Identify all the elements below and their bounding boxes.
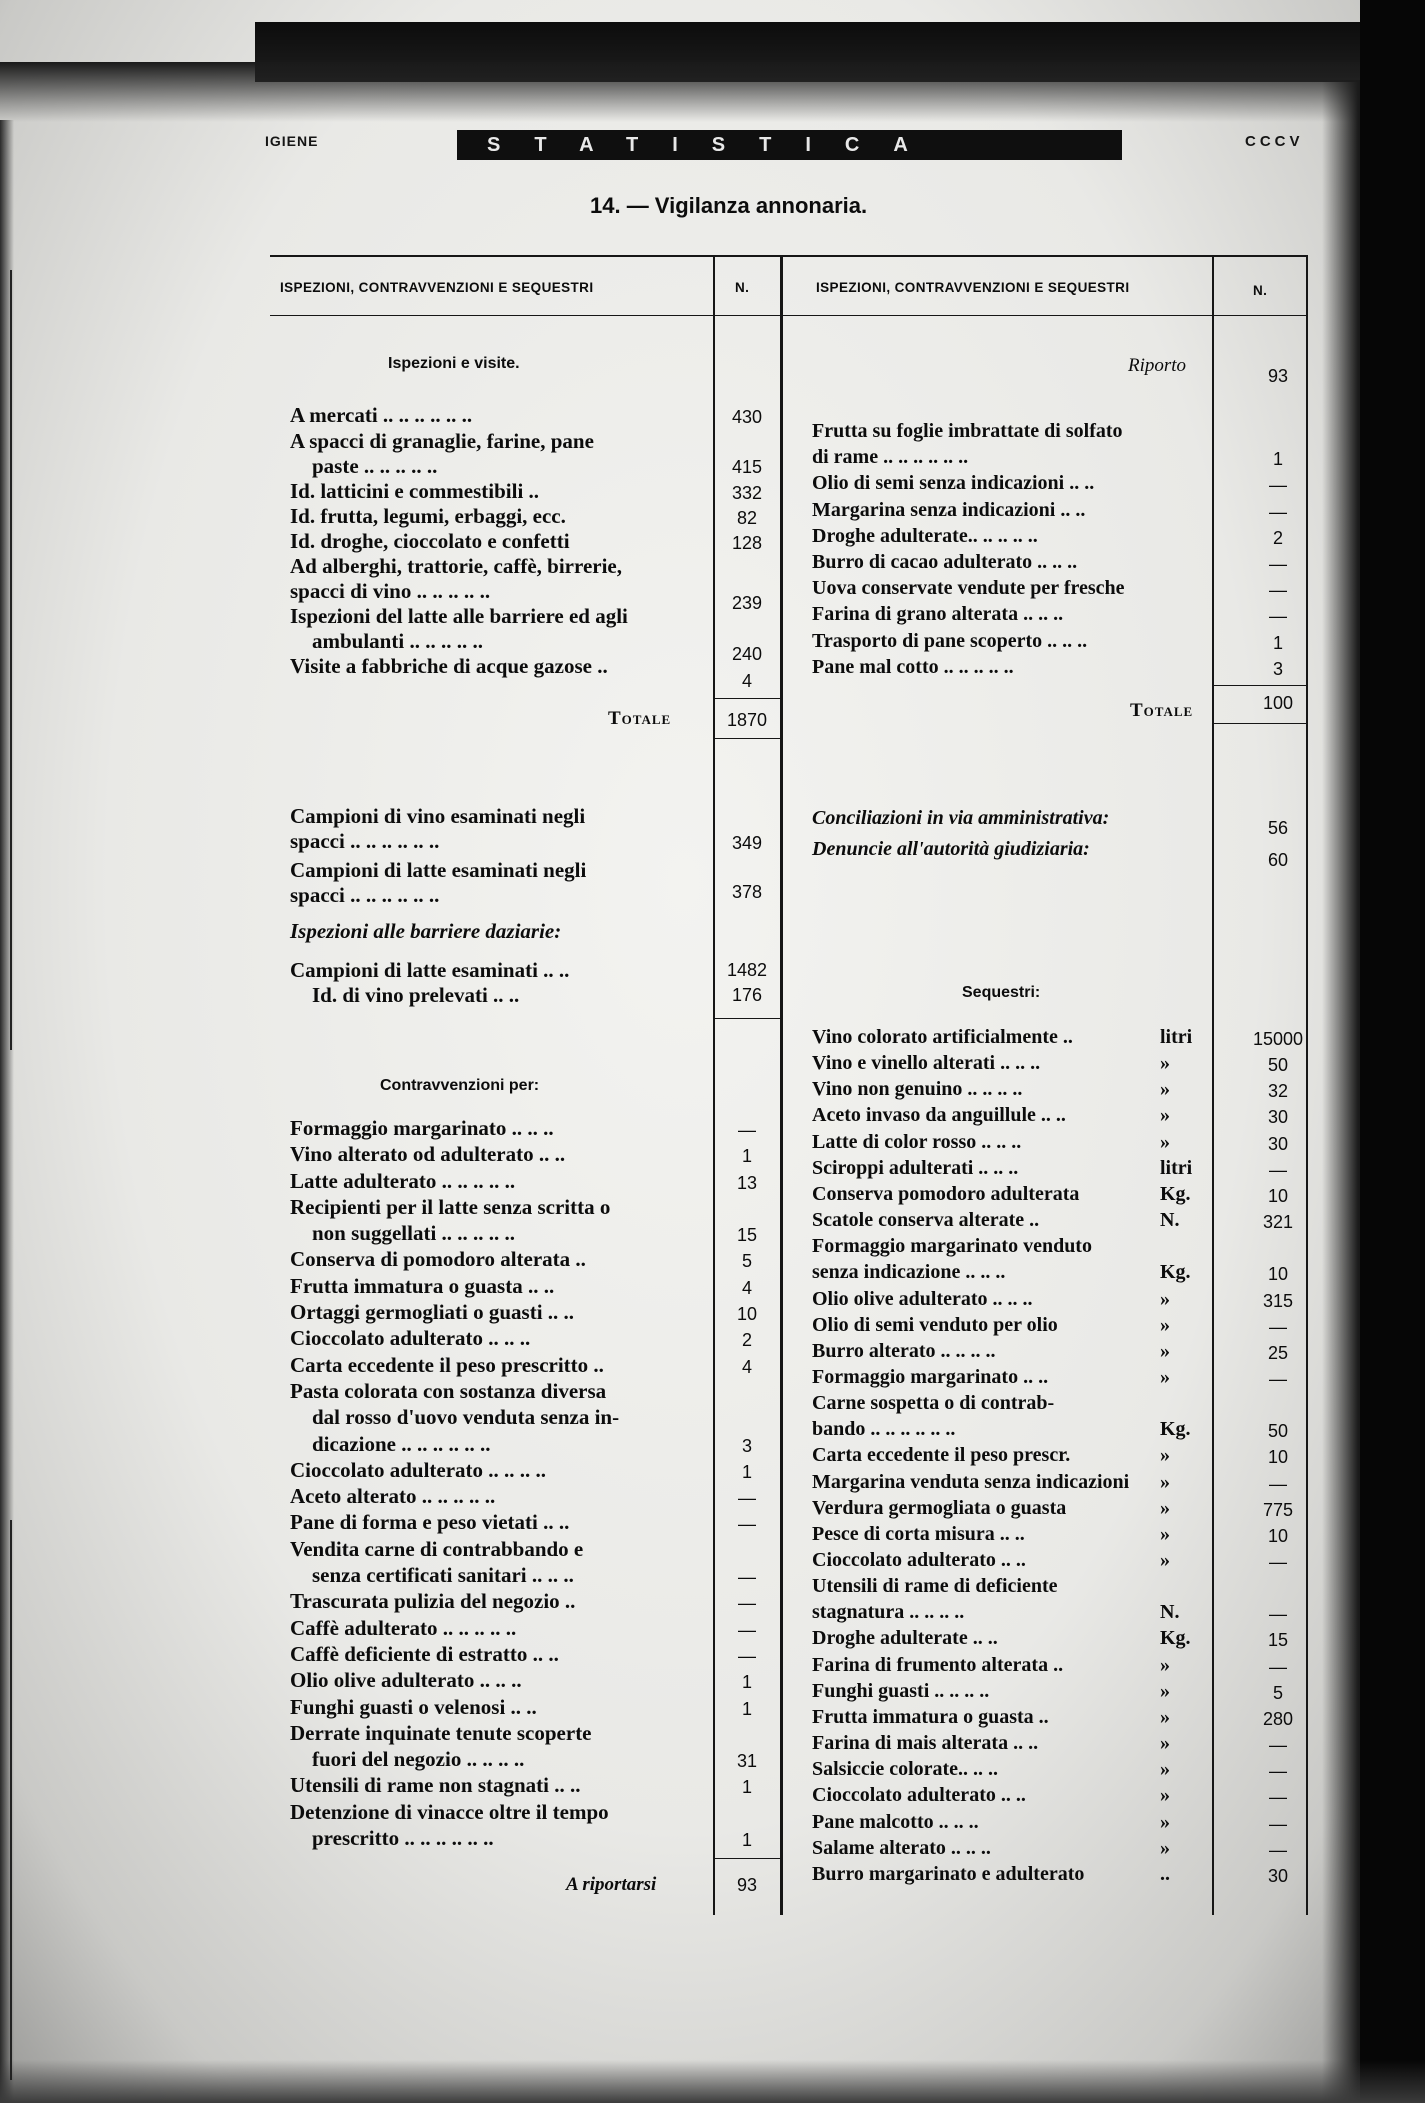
table-row-label: Vendita carne di contrabbando e [290, 1537, 584, 1561]
center-divider [780, 255, 783, 1915]
unit-label: » [1160, 1288, 1170, 1310]
table-row-value: 280 [1262, 1709, 1294, 1729]
table-row-label: Burro margarinato e adulterato [812, 1863, 1085, 1885]
table-row-label: Id. di vino prelevati .. .. [312, 983, 520, 1007]
unit-label: » [1160, 1104, 1170, 1126]
table-row-label: Ispezioni del latte alle barriere ed agli [290, 604, 628, 628]
table-row-label: dicazione .. .. .. .. .. .. [312, 1432, 491, 1456]
total-rule [1212, 723, 1308, 724]
unit-label: » [1160, 1811, 1170, 1833]
table-row-label: Caffè adulterato .. .. .. .. .. [290, 1616, 517, 1640]
table-row-label: Aceto alterato .. .. .. .. .. [290, 1484, 496, 1508]
table-row-label: Carta eccedente il peso prescritto .. [290, 1353, 604, 1377]
conciliazioni-label: Conciliazioni in via amministrativa: [812, 807, 1110, 829]
table-row-label: Utensili di rame di deficiente [812, 1575, 1058, 1597]
unit-label: » [1160, 1523, 1170, 1545]
table-row-value: — [1269, 1814, 1287, 1834]
right-num-header: N. [1253, 283, 1268, 298]
table-row-label: Margarina senza indicazioni .. .. [812, 499, 1086, 521]
table-row-value: 5 [741, 1251, 752, 1271]
unit-label: » [1160, 1444, 1170, 1466]
right-desc-header: ISPEZIONI, CONTRAVVENZIONI E SEQUESTRI [816, 280, 1130, 295]
table-row-label: Pasta colorata con sostanza diversa [290, 1379, 607, 1403]
table-row-value: 4 [741, 1278, 752, 1298]
table-row-value: — [1269, 1317, 1287, 1337]
table-row-value: 2 [1272, 528, 1283, 548]
table-row-label: Formaggio margarinato .. .. .. [290, 1116, 554, 1140]
table-row-label: Recipienti per il latte senza scritta o [290, 1195, 611, 1219]
table-row-value: 31 [736, 1751, 758, 1771]
running-head-left: IGIENE [265, 133, 319, 149]
table-row-value: 1482 [726, 960, 768, 980]
table-row-value: 10 [736, 1304, 758, 1324]
table-row-value: 15 [736, 1225, 758, 1245]
table-row-label: Conserva di pomodoro alterata .. [290, 1247, 586, 1271]
unit-label: » [1160, 1654, 1170, 1676]
totale-value: 1870 [726, 710, 768, 730]
table-row-label: Cioccolato adulterato .. .. .. [290, 1326, 531, 1350]
table-row-value: 1 [741, 1146, 752, 1166]
table-row-value: 30 [1267, 1134, 1289, 1154]
table-row-value: 5 [1272, 1683, 1283, 1703]
table-row-value: — [1269, 580, 1287, 600]
unit-label: » [1160, 1078, 1170, 1100]
unit-label: » [1160, 1052, 1170, 1074]
table-row-value: 10 [1267, 1526, 1289, 1546]
totale-label: Totale [608, 708, 672, 729]
table-row-value: 349 [731, 833, 763, 853]
table-row-value: 3 [1272, 659, 1283, 679]
table-row-label: non suggellati .. .. .. .. .. [312, 1221, 516, 1245]
table-row-value: 3 [741, 1436, 752, 1456]
contravvenzioni-title: Contravvenzioni per: [380, 1077, 540, 1094]
table-row-label: Frutta immatura o guasta .. [812, 1706, 1049, 1728]
table-row-label: Farina di mais alterata .. .. [812, 1732, 1039, 1754]
denuncie-value: 60 [1267, 850, 1289, 870]
table-row-label: Latte di color rosso .. .. .. [812, 1131, 1022, 1153]
table-row-label: dal rosso d'uovo venduta senza in- [312, 1405, 620, 1429]
unit-label: » [1160, 1366, 1170, 1388]
table-row-value: — [738, 1593, 756, 1613]
table-row-value: 1 [1272, 633, 1283, 653]
unit-label: » [1160, 1131, 1170, 1153]
table-row-value: 240 [731, 644, 763, 664]
barriere-title: Ispezioni alle barriere daziarie: [290, 919, 562, 943]
unit-label: N. [1160, 1209, 1180, 1231]
table-row-value: 10 [1267, 1264, 1289, 1284]
table-row-label: Cioccolato adulterato .. .. .. .. [290, 1458, 547, 1482]
table-row-value: 775 [1262, 1500, 1294, 1520]
scan-edge-right [1360, 0, 1425, 2103]
table-row-label: Id. latticini e commestibili .. [290, 479, 540, 503]
table-row-label: Vino non genuino .. .. .. .. [812, 1078, 1023, 1100]
table-row-value: 176 [731, 985, 763, 1005]
table-row-value: — [1269, 1160, 1287, 1180]
table-row-value: — [1269, 1369, 1287, 1389]
table-row-value: — [1269, 475, 1287, 495]
table-row-value: 332 [731, 483, 763, 503]
sequestri-title: Sequestri: [962, 984, 1041, 1001]
table-row-label: A spacci di granaglie, farine, pane [290, 429, 594, 453]
table-row-value: — [1269, 1787, 1287, 1807]
table-row-value: 415 [731, 457, 763, 477]
riporto-label: Riporto [1128, 355, 1187, 376]
table-row-label: A mercati .. .. .. .. .. .. [290, 403, 473, 427]
table-row-value: 1 [1272, 449, 1283, 469]
table-row-value: — [1269, 606, 1287, 626]
table-row-value: 430 [731, 407, 763, 427]
table-row-label: Vino alterato od adulterato .. .. [290, 1142, 566, 1166]
table-row-value: 2 [741, 1330, 752, 1350]
table-row-label: Olio olive adulterato .. .. .. [812, 1288, 1033, 1310]
table-row-value: 1 [741, 1830, 752, 1850]
table-top-rule [270, 255, 1308, 257]
table-row-value: 239 [731, 593, 763, 613]
table-row-value: 128 [731, 533, 763, 553]
table-row-label: Sciroppi adulterati .. .. .. [812, 1157, 1019, 1179]
table-row-label: Pane malcotto .. .. .. [812, 1811, 979, 1833]
right-num-divider [1212, 255, 1214, 1915]
unit-label: » [1160, 1340, 1170, 1362]
table-row-value: 4 [741, 1357, 752, 1377]
table-row-label: Id. frutta, legumi, erbaggi, ecc. [290, 504, 566, 528]
unit-label: » [1160, 1471, 1170, 1493]
table-row-value: 1 [741, 1777, 752, 1797]
table-row-label: Verdura germogliata o guasta [812, 1497, 1067, 1519]
totale-value: 100 [1262, 693, 1294, 713]
table-row-label: spacci .. .. .. .. .. .. [290, 883, 440, 907]
scan-edge-line [10, 270, 12, 1050]
table-row-label: Frutta immatura o guasta .. .. [290, 1274, 555, 1298]
table-row-value: 315 [1262, 1291, 1294, 1311]
table-row-value: 321 [1262, 1212, 1294, 1232]
table-row-value: 13 [736, 1173, 758, 1193]
unit-label: litri [1160, 1157, 1193, 1179]
table-row-value: 32 [1267, 1081, 1289, 1101]
table-row-label: Ad alberghi, trattorie, caffè, birrerie, [290, 554, 622, 578]
table-row-value: — [738, 1120, 756, 1140]
table-row-label: spacci .. .. .. .. .. .. [290, 829, 440, 853]
table-row-label: Campioni di latte esaminati negli [290, 858, 587, 882]
left-num-header: N. [735, 280, 750, 295]
table-row-label: Uova conservate vendute per fresche [812, 577, 1125, 599]
table-row-label: senza certificati sanitari .. .. .. [312, 1563, 574, 1587]
unit-label: Kg. [1160, 1418, 1191, 1440]
table-row-label: Vino e vinello alterati .. .. .. [812, 1052, 1041, 1074]
total-rule [713, 698, 781, 699]
table-row-label: Olio olive adulterato .. .. .. [290, 1668, 522, 1692]
table-row-value: 10 [1267, 1186, 1289, 1206]
table-row-label: Burro alterato .. .. .. .. [812, 1340, 996, 1362]
table-row-label: Pane mal cotto .. .. .. .. .. [812, 656, 1014, 678]
total-rule [1212, 685, 1308, 686]
ispezioni-title: Ispezioni e visite. [388, 355, 520, 372]
table-row-value: 10 [1267, 1447, 1289, 1467]
table-row-label: Farina di grano alterata .. .. .. [812, 603, 1064, 625]
table-row-label: Detenzione di vinacce oltre il tempo [290, 1800, 609, 1824]
unit-label: litri [1160, 1026, 1193, 1048]
table-row-label: Funghi guasti o velenosi .. .. [290, 1695, 537, 1719]
unit-label: » [1160, 1732, 1170, 1754]
subtotal-rule [713, 1018, 781, 1019]
unit-label: » [1160, 1706, 1170, 1728]
table-row-value: — [738, 1514, 756, 1534]
running-head-banner: STATISTICA [457, 130, 1122, 160]
table-row-label: Visite a fabbriche di acque gazose .. [290, 654, 608, 678]
table-row-value: — [1269, 1474, 1287, 1494]
unit-label: » [1160, 1680, 1170, 1702]
table-row-value: — [1269, 1761, 1287, 1781]
denuncie-label: Denuncie all'autorità giudiziaria: [812, 838, 1090, 860]
table-row-label: Olio di semi senza indicazioni .. .. [812, 472, 1095, 494]
table-row-value: — [1269, 502, 1287, 522]
table-row-label: Pesce di corta misura .. .. [812, 1523, 1025, 1545]
total-rule [713, 738, 781, 739]
table-row-label: spacci di vino .. .. .. .. .. [290, 579, 491, 603]
table-row-value: 378 [731, 882, 763, 902]
carry-rule [713, 1858, 781, 1859]
table-row-value: 30 [1267, 1866, 1289, 1886]
riportarsi-value: 93 [736, 1875, 758, 1895]
table-row-value: — [1269, 1552, 1287, 1572]
table-row-value: 1 [741, 1462, 752, 1482]
unit-label: Kg. [1160, 1183, 1191, 1205]
table-row-label: di rame .. .. .. .. .. .. [812, 446, 969, 468]
left-desc-header: ISPEZIONI, CONTRAVVENZIONI E SEQUESTRI [280, 280, 594, 295]
table-row-value: 30 [1267, 1107, 1289, 1127]
unit-label: » [1160, 1314, 1170, 1336]
table-row-label: Formaggio margarinato .. .. [812, 1366, 1049, 1388]
table-row-label: Cioccolato adulterato .. .. [812, 1784, 1026, 1806]
table-row-value: 15000 [1252, 1029, 1304, 1049]
table-row-label: Aceto invaso da anguillule .. .. [812, 1104, 1066, 1126]
riporto-value: 93 [1267, 366, 1289, 386]
unit-label: N. [1160, 1601, 1180, 1623]
page-number: CCCV [1245, 133, 1304, 150]
table-row-label: Id. droghe, cioccolato e confetti [290, 529, 570, 553]
riportarsi-label: A riportarsi [566, 1874, 657, 1895]
table-row-label: Formaggio margarinato venduto [812, 1235, 1092, 1257]
table-row-label: Funghi guasti .. .. .. .. [812, 1680, 990, 1702]
table-row-label: Trascurata pulizia del negozio .. [290, 1589, 576, 1613]
unit-label: .. [1160, 1863, 1170, 1885]
table-row-label: Ortaggi germogliati o guasti .. .. [290, 1300, 575, 1324]
table-row-value: 50 [1267, 1421, 1289, 1441]
table-row-value: — [738, 1567, 756, 1587]
totale-label: Totale [1130, 700, 1194, 721]
unit-label: Kg. [1160, 1261, 1191, 1283]
table-row-label: Burro di cacao adulterato .. .. .. [812, 551, 1078, 573]
unit-label: » [1160, 1784, 1170, 1806]
table-row-label: Margarina venduta senza indicazioni [812, 1471, 1130, 1493]
table-row-label: Utensili di rame non stagnati .. .. [290, 1773, 581, 1797]
table-row-label: Carne sospetta o di contrab- [812, 1392, 1055, 1414]
table-row-label: Campioni di latte esaminati .. .. [290, 958, 570, 982]
table-row-label: Carta eccedente il peso prescr. [812, 1444, 1071, 1466]
table-row-label: bando .. .. .. .. .. .. [812, 1418, 956, 1440]
table-row-label: Trasporto di pane scoperto .. .. .. [812, 630, 1088, 652]
table-row-label: senza indicazione .. .. .. [812, 1261, 1006, 1283]
unit-label: Kg. [1160, 1627, 1191, 1649]
table-row-label: paste .. .. .. .. .. [312, 454, 438, 478]
table-row-label: stagnatura .. .. .. .. [812, 1601, 965, 1623]
table-row-value: — [1269, 1604, 1287, 1624]
table-row-value: 1 [741, 1699, 752, 1719]
scan-edge-line [10, 1520, 12, 2080]
table-row-value: — [738, 1620, 756, 1640]
table-row-label: Pane di forma e peso vietati .. .. [290, 1510, 570, 1534]
table-row-label: Conserva pomodoro adulterata [812, 1183, 1080, 1205]
table-row-label: Latte adulterato .. .. .. .. .. [290, 1169, 516, 1193]
scan-shadow-top-left [0, 62, 1425, 122]
table-row-label: Salsiccie colorate.. .. .. [812, 1758, 999, 1780]
table-row-label: ambulanti .. .. .. .. .. [312, 629, 483, 653]
table-row-value: 25 [1267, 1343, 1289, 1363]
table-row-label: Farina di frumento alterata .. [812, 1654, 1064, 1676]
table-row-label: Campioni di vino esaminati negli [290, 804, 586, 828]
table-row-value: 1 [741, 1672, 752, 1692]
table-row-value: — [738, 1488, 756, 1508]
table-row-label: Caffè deficiente di estratto .. .. [290, 1642, 559, 1666]
table-row-value: 4 [741, 671, 752, 691]
header-rule [270, 315, 1308, 316]
table-row-value: 15 [1267, 1630, 1289, 1650]
scan-shadow-bottom [0, 2060, 1425, 2103]
conciliazioni-value: 56 [1267, 818, 1289, 838]
unit-label: » [1160, 1549, 1170, 1571]
table-row-label: Cioccolato adulterato .. .. [812, 1549, 1026, 1571]
table-row-label: prescritto .. .. .. .. .. .. [312, 1826, 494, 1850]
table-row-label: fuori del negozio .. .. .. .. [312, 1747, 525, 1771]
table-row-label: Salame alterato .. .. .. [812, 1837, 991, 1859]
section-title: 14. — Vigilanza annonaria. [590, 193, 868, 218]
table-row-value: — [1269, 1657, 1287, 1677]
unit-label: » [1160, 1497, 1170, 1519]
table-row-label: Derrate inquinate tenute scoperte [290, 1721, 592, 1745]
table-row-label: Droghe adulterate.. .. .. .. .. [812, 525, 1038, 547]
table-row-value: 50 [1267, 1055, 1289, 1075]
unit-label: » [1160, 1837, 1170, 1859]
table-row-value: 82 [736, 508, 758, 528]
table-row-value: — [1269, 1735, 1287, 1755]
table-row-value: — [1269, 1840, 1287, 1860]
table-row-label: Vino colorato artificialmente .. [812, 1026, 1073, 1048]
table-row-value: — [738, 1646, 756, 1666]
table-row-label: Droghe adulterate .. .. [812, 1627, 998, 1649]
table-row-label: Scatole conserva alterate .. [812, 1209, 1040, 1231]
table-row-label: Olio di semi venduto per olio [812, 1314, 1058, 1336]
unit-label: » [1160, 1758, 1170, 1780]
table-row-label: Frutta su foglie imbrattate di solfato [812, 420, 1123, 442]
table-row-value: — [1269, 554, 1287, 574]
